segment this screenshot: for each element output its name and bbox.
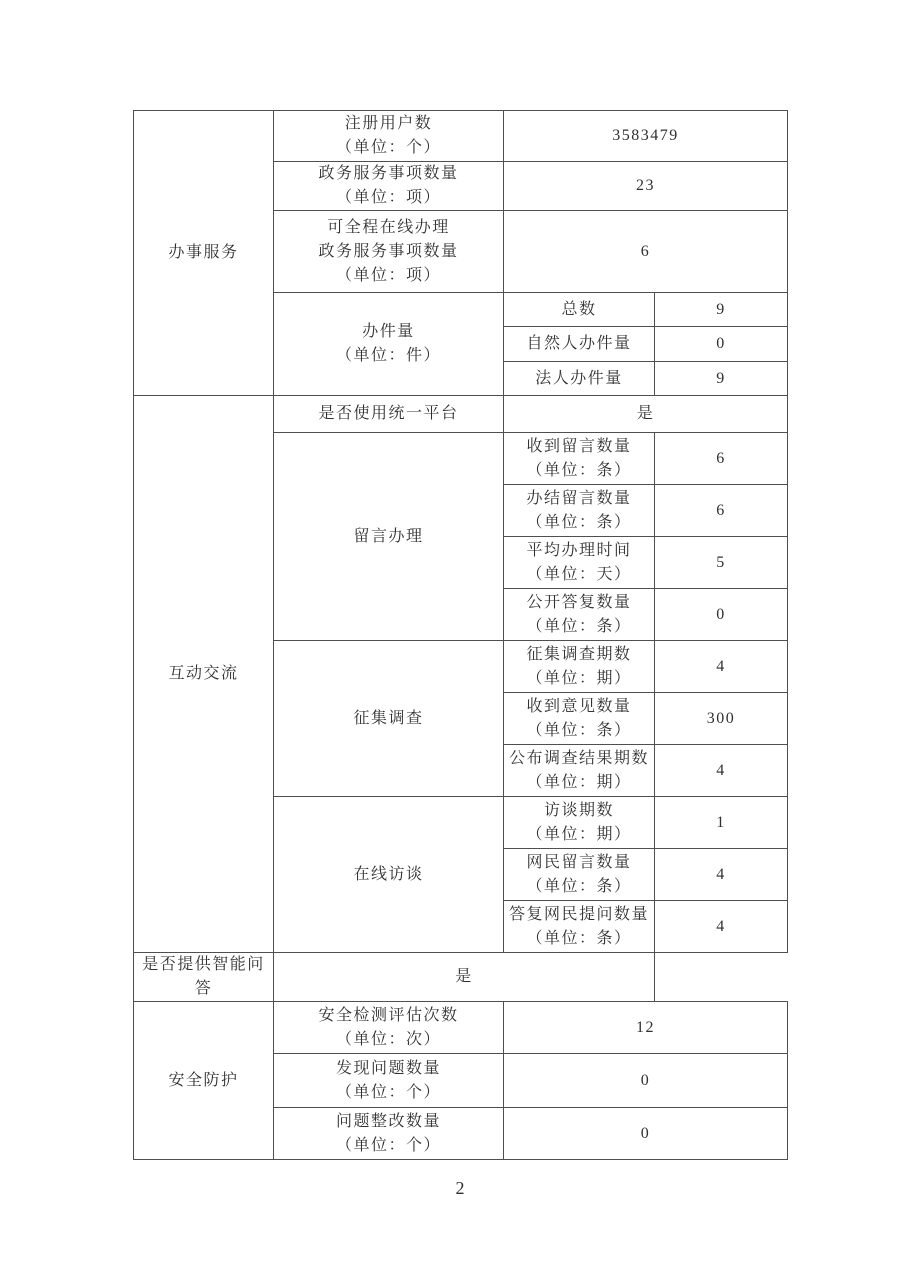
label-line: 政务服务事项数量 — [318, 242, 459, 260]
label-line: 访谈期数 — [543, 801, 614, 819]
label-cases-group — [274, 293, 504, 396]
unit-line: （单位：条） — [526, 929, 632, 947]
label-interview-group: 在线访谈 — [274, 797, 504, 953]
unit-line: （单位：个） — [335, 139, 441, 156]
label-cases-natural: 自然人办件量 — [504, 327, 655, 362]
label-line: 征集调查期数 — [526, 645, 632, 663]
unit-line: （单位：条） — [526, 461, 632, 479]
label-interview-replies — [504, 901, 655, 953]
value-interview-periods: 1 — [655, 797, 788, 849]
label-survey-periods — [504, 641, 655, 693]
label-interview-periods — [504, 797, 655, 849]
table-row — [134, 396, 788, 433]
label-line: 办件量 — [362, 323, 415, 340]
label-line: 安全检测评估次数 — [318, 1006, 459, 1024]
label-survey-group: 征集调查 — [274, 641, 504, 797]
unit-line: （单位：条） — [526, 513, 632, 531]
category-cell-security: 安全防护 — [134, 1002, 274, 1160]
value-survey-results: 4 — [655, 745, 788, 797]
value-smart-qa: 是 — [274, 953, 655, 1002]
label-online-items — [274, 211, 504, 293]
value-online-items: 6 — [504, 211, 788, 293]
unit-line: （单位：项） — [335, 266, 441, 284]
category-cell-interaction: 互动交流 — [134, 396, 274, 953]
unit-line: （单位：项） — [335, 189, 441, 206]
unit-line: （单位：条） — [526, 877, 632, 895]
value-problems-found: 0 — [504, 1054, 788, 1108]
value-messages-received: 6 — [655, 433, 788, 485]
label-survey-results — [504, 745, 655, 797]
label-line: 平均办理时间 — [526, 541, 632, 559]
label-messages-completed — [504, 485, 655, 537]
label-line: 网民留言数量 — [526, 853, 632, 871]
unit-line: （单位：个） — [335, 1083, 441, 1101]
page-number: 2 — [455, 1178, 465, 1198]
value-cases-natural: 0 — [655, 327, 788, 362]
label-service-items — [274, 162, 504, 211]
label-line: 问题整改数量 — [335, 1112, 441, 1130]
unit-line: （单位：件） — [335, 347, 441, 364]
value-cases-legal: 9 — [655, 362, 788, 396]
value-registered-users: 3583479 — [504, 111, 788, 162]
label-messages-received — [504, 433, 655, 485]
label-line: 注册用户数 — [344, 115, 433, 132]
unit-line: （单位：期） — [526, 773, 632, 791]
table-row — [134, 111, 788, 162]
label-line: 收到意见数量 — [526, 697, 632, 715]
unit-line: （单位：条） — [526, 617, 632, 635]
value-problems-fixed: 0 — [504, 1108, 788, 1160]
label-line: 答复网民提问数量 — [508, 905, 649, 923]
label-messages-public-reply — [504, 589, 655, 641]
value-interview-replies: 4 — [655, 901, 788, 953]
label-unified-platform: 是否使用统一平台 — [274, 396, 504, 433]
label-interview-net-messages — [504, 849, 655, 901]
label-line: 收到留言数量 — [526, 437, 632, 455]
value-security-assessments: 12 — [504, 1002, 788, 1054]
label-line: 政务服务事项数量 — [318, 165, 459, 182]
label-messages-avg-time — [504, 537, 655, 589]
label-messages-group: 留言办理 — [274, 433, 504, 641]
unit-line: （单位：天） — [526, 565, 632, 583]
value-unified-platform: 是 — [504, 396, 788, 433]
label-survey-opinions — [504, 693, 655, 745]
label-cases-legal: 法人办件量 — [504, 362, 655, 396]
value-service-items: 23 — [504, 162, 788, 211]
unit-line: （单位：个） — [335, 1136, 441, 1154]
value-cases-total: 9 — [655, 293, 788, 327]
label-problems-found — [274, 1054, 504, 1108]
label-line: 可全程在线办理 — [327, 218, 450, 236]
table-row — [134, 953, 788, 1002]
value-messages-completed: 6 — [655, 485, 788, 537]
unit-line: （单位：期） — [526, 669, 632, 687]
value-survey-periods: 4 — [655, 641, 788, 693]
table-row — [134, 1002, 788, 1054]
label-security-assessments — [274, 1002, 504, 1054]
label-line: 公布调查结果期数 — [508, 749, 649, 767]
label-line: 发现问题数量 — [335, 1059, 441, 1077]
value-interview-net-messages: 4 — [655, 849, 788, 901]
label-cases-total: 总数 — [504, 293, 655, 327]
report-table — [133, 110, 788, 1160]
value-messages-public-reply: 0 — [655, 589, 788, 641]
label-line: 办结留言数量 — [526, 489, 632, 507]
label-smart-qa: 是否提供智能问答 — [134, 953, 274, 1002]
category-cell-services: 办事服务 — [134, 111, 274, 396]
unit-line: （单位：条） — [526, 721, 632, 739]
unit-line: （单位：期） — [526, 825, 632, 843]
unit-line: （单位：次） — [335, 1030, 441, 1048]
label-registered-users — [274, 111, 504, 162]
label-problems-fixed — [274, 1108, 504, 1160]
label-line: 公开答复数量 — [526, 593, 632, 611]
value-survey-opinions: 300 — [655, 693, 788, 745]
value-messages-avg-time: 5 — [655, 537, 788, 589]
